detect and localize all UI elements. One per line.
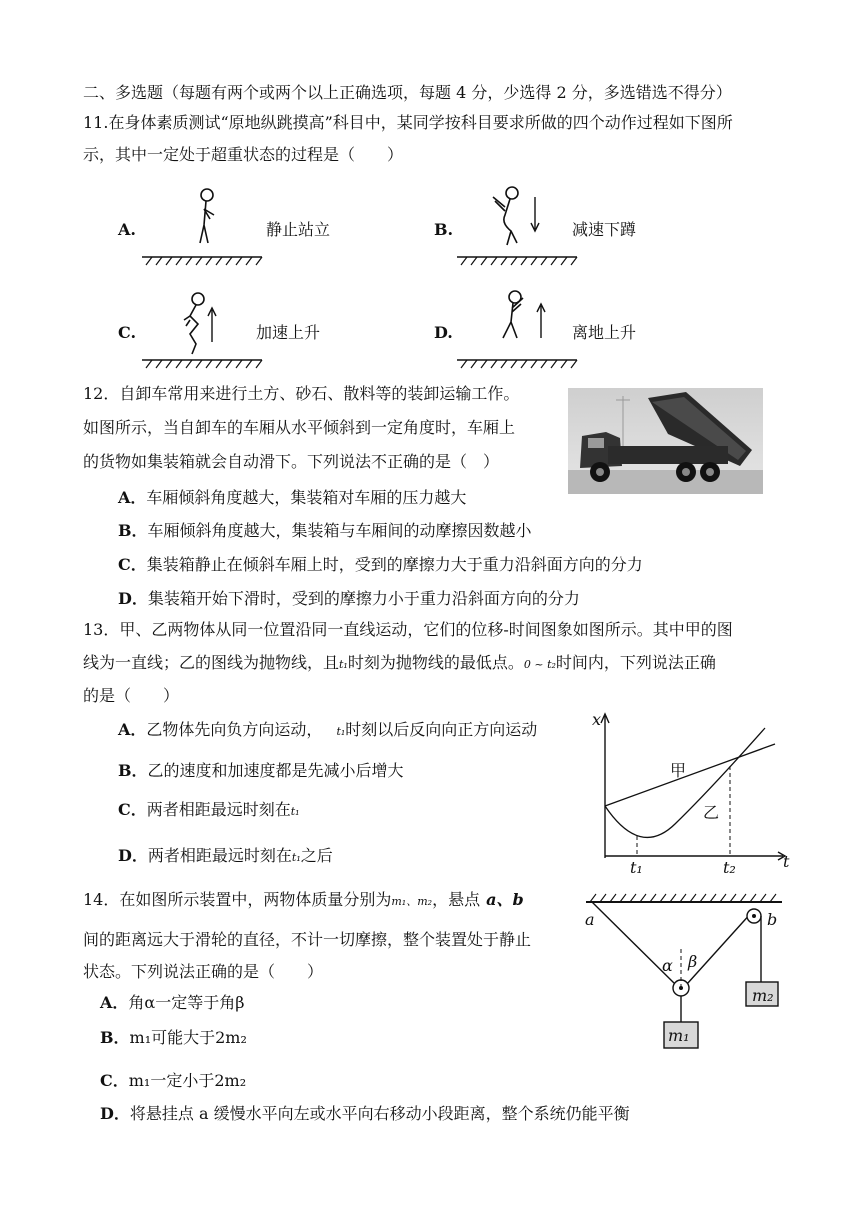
q14-option-c[interactable] <box>100 1071 246 1091</box>
graph-t2-tick: t₂ <box>723 858 736 877</box>
q14-option-a[interactable] <box>100 993 244 1013</box>
q13-stem-range: 0 ~ t₂ <box>523 658 556 671</box>
curve-yi <box>605 728 765 837</box>
q12-stem-line2: 如图所示，当自卸车的车厢从水平倾斜到一定角度时，车厢上 <box>83 418 516 437</box>
q14-option-a-text: 角α一定等于角β <box>128 993 245 1012</box>
q11-option-b-letter[interactable]: B. <box>434 220 454 239</box>
q11-option-d-letter[interactable]: D. <box>434 323 453 342</box>
q13-option-b[interactable] <box>118 761 404 781</box>
q11-option-c-letter[interactable]: C. <box>118 323 137 342</box>
squatting-figure-icon <box>455 185 585 270</box>
graph-x-label: x <box>592 710 602 729</box>
q12-option-c-text: 集装箱静止在倾斜车厢上时，受到的摩擦力大于重力沿斜面方向的分力 <box>146 555 643 574</box>
pulley-label-m1: m₁ <box>668 1026 690 1045</box>
q14-stem-line3: 状态。下列说法正确的是（ ） <box>83 962 324 981</box>
q13-option-b-text: 乙的速度和加速度都是先减小后增大 <box>147 761 404 780</box>
pulley-label-b: b <box>767 910 778 929</box>
q14-option-b-letter: B． <box>100 1028 130 1047</box>
graph-yi-label: 乙 <box>703 803 720 822</box>
q13-option-a-letter: A． <box>118 720 147 739</box>
section-header: 二、多选题（每题有两个或两个以上正确选项，每题 4 分，少选得 2 分，多选错选不得分） <box>83 83 732 102</box>
q12-option-a-text: 车厢倾斜角度越大，集装箱对车厢的压力越大 <box>146 488 467 507</box>
q12-option-d[interactable] <box>118 589 580 609</box>
q12-option-d-letter: D． <box>118 589 148 608</box>
q11-option-a-text: 静止站立 <box>266 220 331 239</box>
q13-stem-line2-a: 线为一直线；乙的图线为抛物线，且 <box>83 653 340 672</box>
q13-stem-t1: t₁ <box>339 658 348 671</box>
pulley-label-alpha: α <box>662 956 673 975</box>
q14-option-d-letter: D． <box>100 1104 130 1123</box>
q13-stem-line2-c: 时间内，下列说法正确 <box>555 653 716 672</box>
graph-t-label: t <box>783 852 790 871</box>
q14-option-d[interactable] <box>100 1104 630 1124</box>
q13-stem-line3: 的是（ ） <box>83 686 180 705</box>
q13-option-d-text: 两者相距最远时刻在 <box>147 846 292 865</box>
q14-option-c-letter: C． <box>100 1071 129 1090</box>
q13-option-c-t: t₁ <box>290 805 300 818</box>
q11-option-d-text: 离地上升 <box>572 323 637 342</box>
position-time-graph <box>585 708 790 878</box>
q12-option-a[interactable] <box>118 488 466 508</box>
q12-option-d-text: 集装箱开始下滑时，受到的摩擦力小于重力沿斜面方向的分力 <box>147 589 580 608</box>
q14-stem-line1 <box>83 890 524 912</box>
q12-option-a-letter: A． <box>118 488 147 507</box>
q13-option-a[interactable] <box>118 720 537 742</box>
q14-stem-line1-a: 14．在如图所示装置中，两物体质量分别为 <box>83 890 392 909</box>
q11-option-c-text: 加速上升 <box>256 323 321 342</box>
graph-jia-label: 甲 <box>670 761 687 780</box>
q13-option-c-letter: C． <box>118 800 147 819</box>
pulley-label-beta: β <box>688 952 698 971</box>
q13-option-a-t: t₁ <box>336 725 346 738</box>
q14-option-b[interactable] <box>100 1028 247 1048</box>
q14-option-c-text: m₁一定小于2m₂ <box>128 1071 247 1090</box>
q12-option-c-letter: C． <box>118 555 147 574</box>
q13-option-c-text: 两者相距最远时刻在 <box>146 800 291 819</box>
jumping-figure-icon <box>455 288 585 373</box>
rising-figure-icon <box>140 290 270 375</box>
q12-option-b-text: 车厢倾斜角度越大，集装箱与车厢间的动摩擦因数越小 <box>147 521 532 540</box>
q13-stem-line2 <box>83 653 716 675</box>
dump-truck-image <box>568 388 763 494</box>
q13-stem-line1: 13．甲、乙两物体从同一位置沿同一直线运动，它们的位移-时间图象如图所示。其中甲的图 <box>83 620 733 639</box>
q13-option-b-letter: B． <box>118 761 148 780</box>
q12-option-b-letter: B． <box>118 521 148 540</box>
q12-stem-line1: 12．自卸车常用来进行土方、砂石、散料等的装卸运输工作。 <box>83 384 520 403</box>
q13-option-a-tail: 时刻以后反向向正方向运动 <box>345 720 538 739</box>
q13-option-d[interactable] <box>118 846 333 868</box>
q13-stem-line2-b: 时刻为抛物线的最低点。 <box>347 653 524 672</box>
standing-figure-icon <box>140 185 270 270</box>
q13-option-d-t: t₁ <box>291 851 301 864</box>
q14-option-a-letter: A． <box>100 993 129 1012</box>
q14-option-b-text: m₁可能大于2m₂ <box>129 1028 247 1047</box>
q12-stem-line3: 的货物如集装箱就会自动滑下。下列说法不正确的是（ ） <box>83 452 500 471</box>
q13-option-c[interactable] <box>118 800 300 822</box>
q11-option-b-text: 减速下蹲 <box>572 220 637 239</box>
line-jia <box>605 744 775 806</box>
q13-option-d-tail: 之后 <box>300 846 333 865</box>
pulley-label-m2: m₂ <box>752 986 774 1005</box>
q14-option-d-text: 将悬挂点 a 缓慢水平向左或水平向右移动小段距离，整个系统仍能平衡 <box>129 1104 630 1123</box>
q14-stem-masses: m₁、m₂ <box>391 895 433 908</box>
rope-right <box>687 912 752 984</box>
q11-option-a-letter[interactable]: A. <box>118 220 136 239</box>
q11-stem-line2: 示，其中一定处于超重状态的过程是（ ） <box>83 145 404 164</box>
q14-stem-line2: 间的距离远大于滑轮的直径，不计一切摩擦，整个装置处于静止 <box>83 930 532 949</box>
q11-stem-line1: 11.在身体素质测试“原地纵跳摸高”科目中，某同学按科目要求所做的四个动作过程如下图所 <box>83 113 733 132</box>
graph-t1-tick: t₁ <box>630 858 643 877</box>
pulley-label-a: a <box>585 910 595 929</box>
q12-option-b[interactable] <box>118 521 532 541</box>
q14-stem-line1-b: ，悬点 <box>432 890 481 909</box>
q14-stem-ab: a、b <box>486 890 524 909</box>
q13-option-d-letter: D． <box>118 846 148 865</box>
q13-option-a-text: 乙物体先向负方向运动， <box>146 720 323 739</box>
q12-option-c[interactable] <box>118 555 643 575</box>
